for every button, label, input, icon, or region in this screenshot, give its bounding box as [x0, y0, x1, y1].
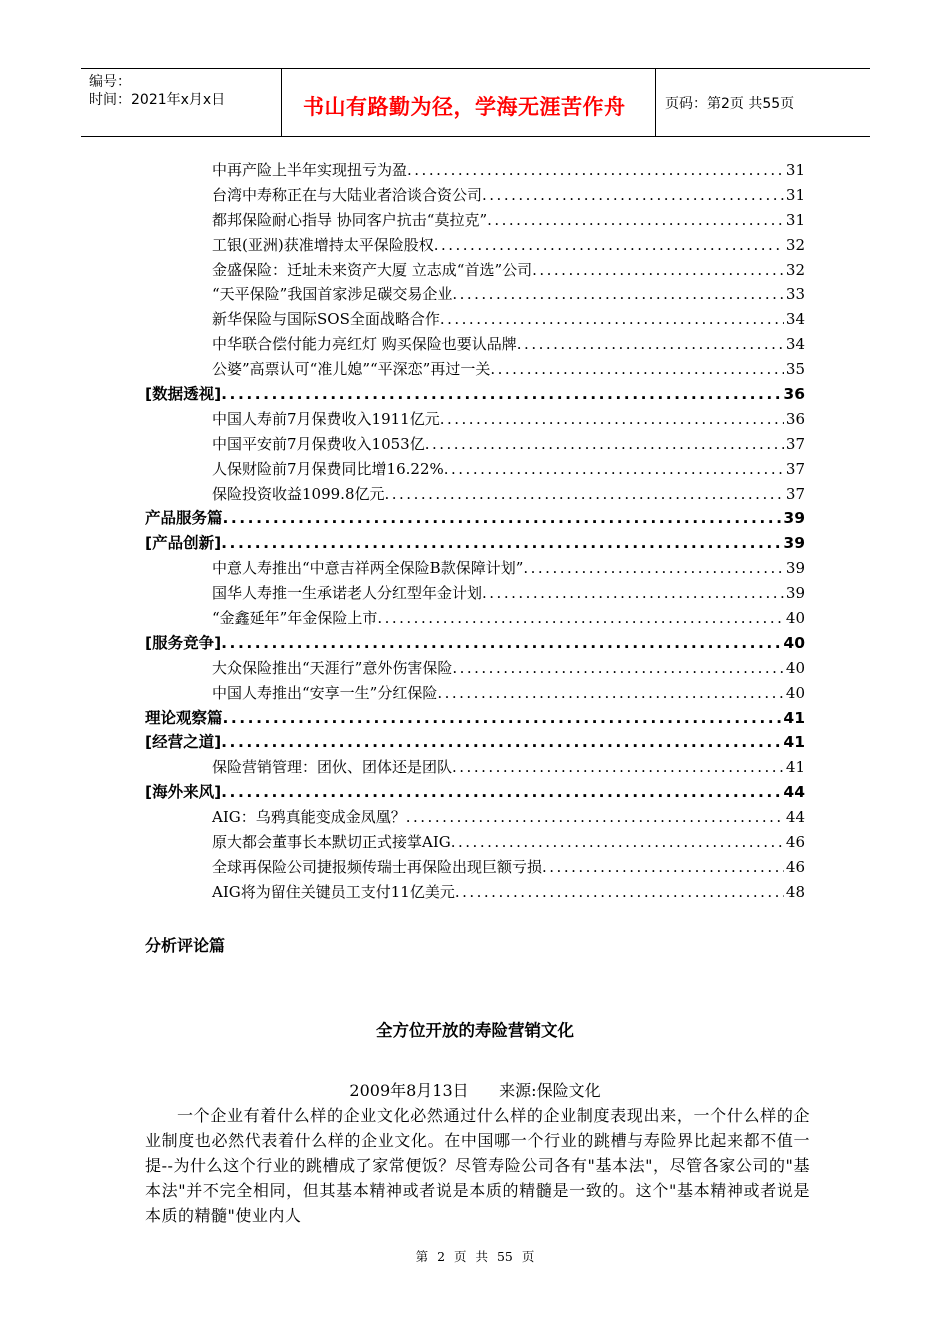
- toc-entry-title: 中国平安前7月保费收入1053亿: [212, 434, 425, 453]
- toc-dot-leader: [542, 855, 784, 880]
- toc-entry-row[interactable]: [145, 407, 805, 432]
- toc-entry-title: 全球再保险公司捷报频传瑞士再保险出现巨额亏损: [212, 857, 543, 876]
- toc-dot-leader: [482, 183, 784, 208]
- toc-entry-row[interactable]: [145, 581, 805, 606]
- toc-entry-title: 中再产险上半年实现扭亏为盈: [212, 161, 408, 179]
- toc-dot-leader: [487, 208, 784, 233]
- toc-dot-leader: [482, 581, 784, 606]
- toc-page-number: 48: [785, 882, 805, 901]
- toc-entry-title: [经营之道]: [145, 733, 222, 752]
- toc-page-number: 36: [785, 409, 805, 428]
- toc-entry-row[interactable]: [145, 681, 805, 706]
- toc-category-row[interactable]: [145, 506, 805, 531]
- toc-entry-row[interactable]: [145, 233, 805, 258]
- header-page-label: 页码：第2页 共55页: [665, 96, 795, 112]
- time-label: 时间：2021年x月x日: [89, 92, 226, 108]
- toc-entry-title: 中意人寿推出“中意吉祥两全保险B款保障计划”: [212, 559, 524, 578]
- toc-entry-title: 台湾中寿称正在与大陆业者洽谈合资公司: [212, 185, 483, 204]
- toc-category-row[interactable]: [145, 531, 805, 556]
- toc-entry-title: “天平保险”我国首家涉足碳交易企业: [212, 285, 453, 304]
- toc-page-number: 34: [785, 310, 805, 329]
- toc-entry-title: 人保财险前7月保费同比增16.22%: [212, 459, 444, 478]
- toc-entry-row[interactable]: [145, 755, 805, 780]
- toc-entry-title: 保险营销管理：团伙、团体还是团队: [212, 758, 453, 777]
- toc-page-number: 35: [785, 360, 805, 379]
- table-of-contents: [145, 158, 805, 905]
- toc-entry-title: 国华人寿推一生承诺老人分红型年金计划: [212, 584, 483, 603]
- toc-page-number: 37: [785, 434, 805, 453]
- toc-dot-leader: [440, 407, 784, 432]
- toc-entry-title: 新华保险与国际SOS全面战略合作: [212, 310, 440, 329]
- toc-entry-row[interactable]: [145, 457, 805, 482]
- toc-page-number: 37: [785, 459, 805, 478]
- toc-entry-title: 理论观察篇: [145, 708, 223, 727]
- toc-entry-row[interactable]: [145, 432, 805, 457]
- toc-page-number: 31: [785, 161, 805, 179]
- toc-dot-leader: [452, 755, 784, 780]
- toc-dot-leader: [455, 880, 784, 905]
- toc-entry-title: 保险投资收益1099.8亿元: [212, 484, 385, 503]
- toc-dot-leader: [451, 830, 784, 855]
- toc-entry-title: AIG将为留住关键员工支付11亿美元: [212, 882, 455, 901]
- toc-page-number: 32: [785, 235, 805, 254]
- toc-entry-row[interactable]: [145, 258, 805, 283]
- page-footer: 第 2 页 共 55 页: [415, 1249, 535, 1264]
- toc-dot-leader: [440, 307, 784, 332]
- toc-entry-title: 中华联合偿付能力亮红灯 购买保险也要认品牌: [212, 335, 517, 354]
- toc-category-row[interactable]: [145, 730, 805, 755]
- toc-page-number: 46: [785, 857, 805, 876]
- toc-page-number: 41: [783, 733, 805, 752]
- toc-page-number: 40: [785, 683, 805, 702]
- toc-entry-row[interactable]: [145, 307, 805, 332]
- toc-entry-row[interactable]: [145, 656, 805, 681]
- toc-dot-leader: [532, 258, 784, 283]
- toc-dot-leader: [517, 332, 784, 357]
- toc-entry-title: [产品创新]: [145, 534, 222, 553]
- toc-entry-title: 中国人寿推出“安享一生”分红保险: [212, 683, 438, 702]
- toc-dot-leader: [407, 158, 784, 183]
- toc-dot-leader: [221, 780, 781, 805]
- toc-dot-leader: [223, 706, 782, 731]
- toc-page-number: 39: [783, 534, 805, 553]
- toc-page-number: 39: [785, 559, 805, 578]
- toc-entry-row[interactable]: [145, 855, 805, 880]
- toc-dot-leader: [490, 357, 784, 382]
- toc-entry-title: “金鑫延年”年金保险上市: [212, 609, 378, 628]
- toc-entry-row[interactable]: [145, 332, 805, 357]
- toc-page-number: 39: [785, 584, 805, 603]
- toc-entry-row[interactable]: [145, 880, 805, 905]
- toc-entry-title: AIG：乌鸦真能变成金凤凰？: [212, 808, 406, 827]
- toc-dot-leader: [221, 382, 781, 407]
- toc-entry-row[interactable]: [145, 357, 805, 382]
- toc-page-number: 44: [783, 783, 805, 802]
- toc-dot-leader: [452, 282, 784, 307]
- toc-entry-title: 工银(亚洲)获准增持太平保险股权: [212, 235, 434, 254]
- toc-category-row[interactable]: [145, 382, 805, 407]
- toc-page-number: 40: [785, 609, 805, 628]
- toc-entry-title: [数据透视]: [145, 385, 222, 404]
- toc-page-number: 31: [785, 210, 805, 229]
- toc-page-number: 37: [785, 484, 805, 503]
- toc-dot-leader: [523, 556, 784, 581]
- toc-entry-title: 产品服务篇: [145, 509, 223, 528]
- toc-page-number: 46: [785, 833, 805, 852]
- toc-dot-leader: [406, 805, 784, 830]
- toc-entry-title: 都邦保险耐心指导 协同客户抗击“莫拉克”: [212, 210, 488, 229]
- toc-dot-leader: [437, 681, 784, 706]
- toc-page-number: 31: [785, 185, 805, 204]
- toc-entry-row[interactable]: [145, 158, 805, 183]
- code-label: 编号：: [89, 74, 131, 90]
- article-meta: 2009年8月13日 来源:保险文化: [349, 1081, 601, 1100]
- article-body: 一个企业有着什么样的企业文化必然通过什么样的企业制度表现出来，一个什么样的企业制度也必然代表着什么样的企业文化。在中国哪一个行业的跳槽与寿险界比起来都不值一提--为什么这个行业的跳槽成了家常便饭？尽管寿险公司各有"基本法"，尽管各家公司的"基本法"并不完全相同，但其基本精神或者说是本质的精髓是一致的。这个"基本精神或者说是本质的精髓"使业内人: [145, 1106, 810, 1225]
- toc-page-number: 41: [783, 708, 805, 727]
- toc-dot-leader: [452, 656, 784, 681]
- toc-page-number: 33: [785, 285, 805, 304]
- toc-dot-leader: [221, 631, 781, 656]
- header-motto: 书山有路勤为径，学海无涯苦作舟: [303, 95, 626, 119]
- toc-entry-row[interactable]: [145, 830, 805, 855]
- toc-dot-leader: [221, 730, 781, 755]
- toc-entry-title: [服务竞争]: [145, 633, 222, 652]
- toc-category-row[interactable]: [145, 631, 805, 656]
- toc-entry-row[interactable]: [145, 556, 805, 581]
- toc-page-number: 40: [785, 658, 805, 677]
- toc-dot-leader: [377, 606, 784, 631]
- article-title: 全方位开放的寿险营销文化: [376, 1021, 574, 1040]
- toc-dot-leader: [223, 506, 782, 531]
- toc-page-number: 40: [783, 633, 805, 652]
- header-info-cell: [81, 69, 282, 136]
- toc-page-number: 41: [785, 758, 805, 777]
- toc-entry-row[interactable]: [145, 482, 805, 507]
- toc-entry-title: 公婆”高票认可“准儿媳”“平深恋”再过一关: [212, 360, 491, 379]
- toc-dot-leader: [444, 457, 784, 482]
- page-header: [81, 68, 870, 137]
- toc-dot-leader: [385, 482, 784, 507]
- toc-entry-title: 原大都会董事长本默切正式接掌AIG: [212, 833, 451, 852]
- toc-category-row[interactable]: [145, 706, 805, 731]
- toc-entry-title: 中国人寿前7月保费收入1911亿元: [212, 409, 440, 428]
- toc-entry-row[interactable]: [145, 606, 805, 631]
- header-motto-cell: [281, 69, 656, 136]
- toc-entry-row[interactable]: [145, 208, 805, 233]
- toc-entry-title: 金盛保险：迁址未来资产大厦 立志成“首选”公司: [212, 260, 533, 279]
- toc-dot-leader: [434, 233, 784, 258]
- toc-page-number: 39: [783, 509, 805, 528]
- toc-entry-row[interactable]: [145, 183, 805, 208]
- toc-page-number: 36: [783, 385, 805, 404]
- toc-page-number: 34: [785, 335, 805, 354]
- toc-page-number: 44: [785, 808, 805, 827]
- toc-page-number: 32: [785, 260, 805, 279]
- toc-dot-leader: [425, 432, 784, 457]
- toc-entry-title: 大众保险推出“天涯行”意外伤害保险: [212, 658, 453, 677]
- toc-entry-row[interactable]: [145, 282, 805, 307]
- toc-entry-title: [海外来风]: [145, 783, 222, 802]
- section-heading: 分析评论篇: [145, 936, 226, 955]
- toc-entry-row[interactable]: [145, 805, 805, 830]
- toc-category-row[interactable]: [145, 780, 805, 805]
- toc-dot-leader: [221, 531, 781, 556]
